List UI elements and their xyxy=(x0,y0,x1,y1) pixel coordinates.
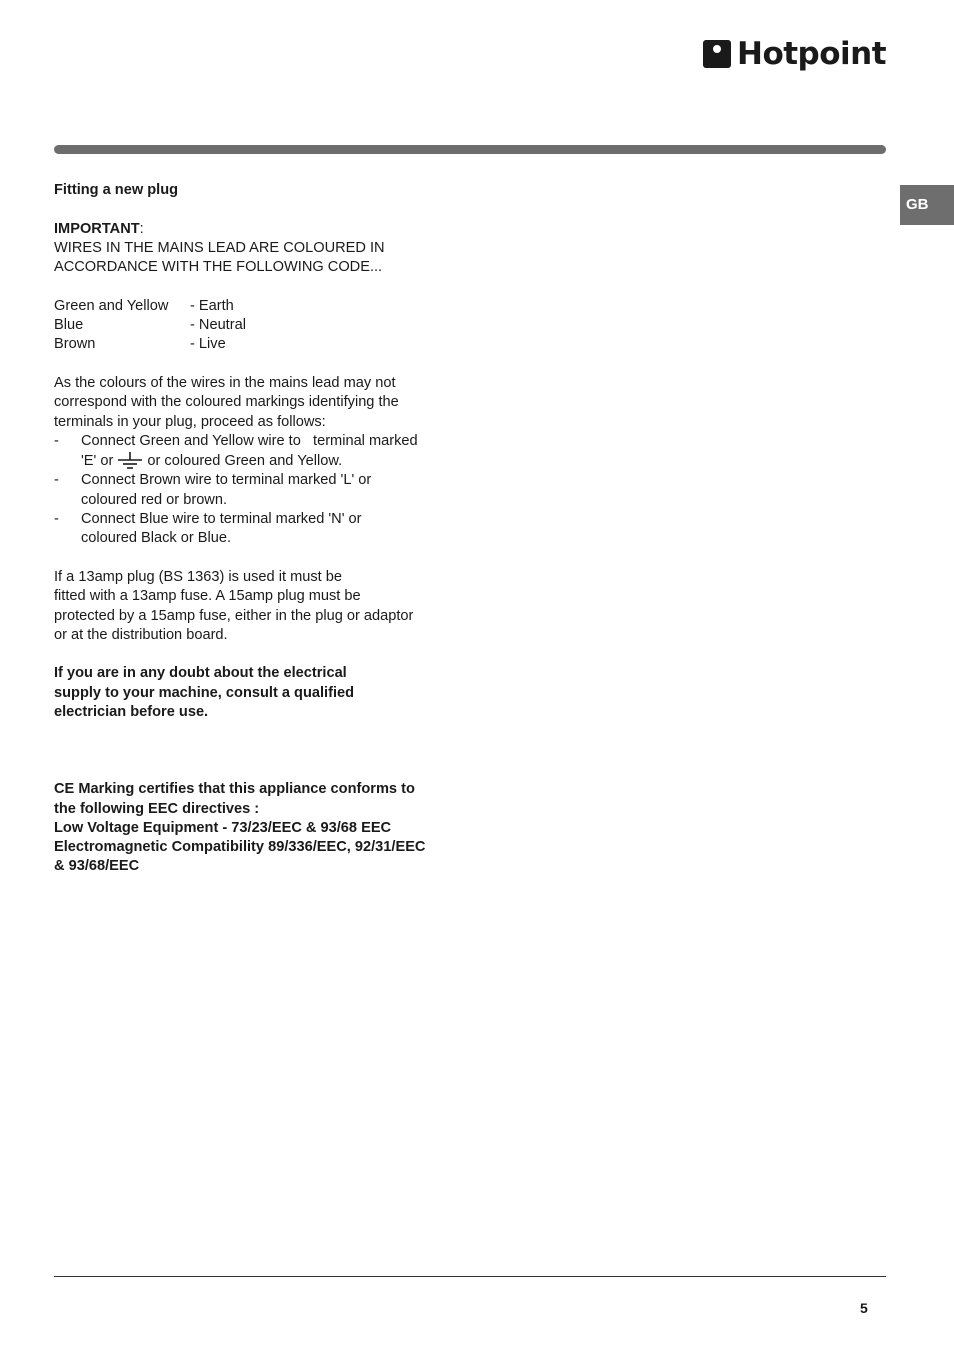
earth-ground-icon xyxy=(117,452,143,469)
main-content xyxy=(54,181,454,877)
step-line: coloured red or brown. xyxy=(81,491,228,508)
wire-row xyxy=(54,316,454,335)
wire-row xyxy=(54,335,454,354)
wire-color: Green and Yellow xyxy=(54,297,169,314)
ce-line-1: CE Marking certifies that this appliance conforms to xyxy=(54,781,415,798)
wire-color: Brown xyxy=(54,336,96,353)
ce-line-5: & 93/68/EEC xyxy=(54,858,140,875)
intro-line-1: As the colours of the wires in the mains lead may not xyxy=(54,374,396,391)
ce-line-3: Low Voltage Equipment - 73/23/EEC & 93/68 EEC xyxy=(54,819,392,836)
list-item: - Connect Blue wire to terminal marked 'N' or coloured Black or Blue. xyxy=(54,510,454,549)
doubt-line-3: electrician before use. xyxy=(54,704,209,721)
step-line: Connect Blue wire to terminal marked 'N' or xyxy=(81,511,362,528)
wire-function: - Earth xyxy=(190,297,234,314)
step-line: Connect Brown wire to terminal marked 'L' or xyxy=(81,472,372,489)
fuse-line-2: fitted with a 13amp fuse. A 15amp plug must be xyxy=(54,588,361,605)
warning-line-1: WIRES IN THE MAINS LEAD ARE COLOURED IN xyxy=(54,239,385,256)
intro-line-3: terminals in your plug, proceed as follows: xyxy=(54,413,326,430)
brand-logo xyxy=(703,36,887,72)
wire-color: Blue xyxy=(54,317,84,334)
hotpoint-logo-icon xyxy=(703,40,731,68)
step-line: coloured Black or Blue. xyxy=(81,530,232,547)
warning-line-2: ACCORDANCE WITH THE FOLLOWING CODE... xyxy=(54,259,383,276)
wire-function: - Neutral xyxy=(190,317,246,334)
fuse-line-1: If a 13amp plug (BS 1363) is used it must be xyxy=(54,568,342,585)
footer-divider xyxy=(54,1276,886,1277)
wire-row xyxy=(54,297,454,316)
language-tab: GB xyxy=(900,185,954,225)
step-line: 'E' or or coloured Green and Yellow. xyxy=(81,453,343,470)
list-item: - Connect Green and Yellow wire to terminal marked 'E' or or coloured Green and Yellow. xyxy=(54,432,454,472)
important-label: IMPORTANT xyxy=(54,220,140,237)
ce-line-4: Electromagnetic Compatibility 89/336/EEC, 92/31/EEC xyxy=(54,839,426,856)
page-number: 5 xyxy=(860,1300,868,1316)
important-heading: IMPORTANT: xyxy=(54,220,144,237)
fuse-line-3: protected by a 15amp fuse, either in the plug or adaptor xyxy=(54,607,414,624)
section-title: Fitting a new plug xyxy=(54,182,179,198)
intro-line-2: correspond with the coloured markings identifying the xyxy=(54,394,399,411)
ce-line-2: the following EEC directives : xyxy=(54,800,260,817)
brand-name: Hotpoint xyxy=(737,36,887,72)
wire-function: - Live xyxy=(190,336,226,353)
wire-code-list xyxy=(54,297,454,355)
header-divider xyxy=(54,145,886,154)
doubt-line-1: If you are in any doubt about the electrical xyxy=(54,665,347,682)
list-item: - Connect Brown wire to terminal marked 'L' or coloured red or brown. xyxy=(54,471,454,510)
doubt-line-2: supply to your machine, consult a qualified xyxy=(54,684,355,701)
fuse-line-4: or at the distribution board. xyxy=(54,626,228,643)
step-line: Connect Green and Yellow wire to terminal marked xyxy=(81,432,418,449)
